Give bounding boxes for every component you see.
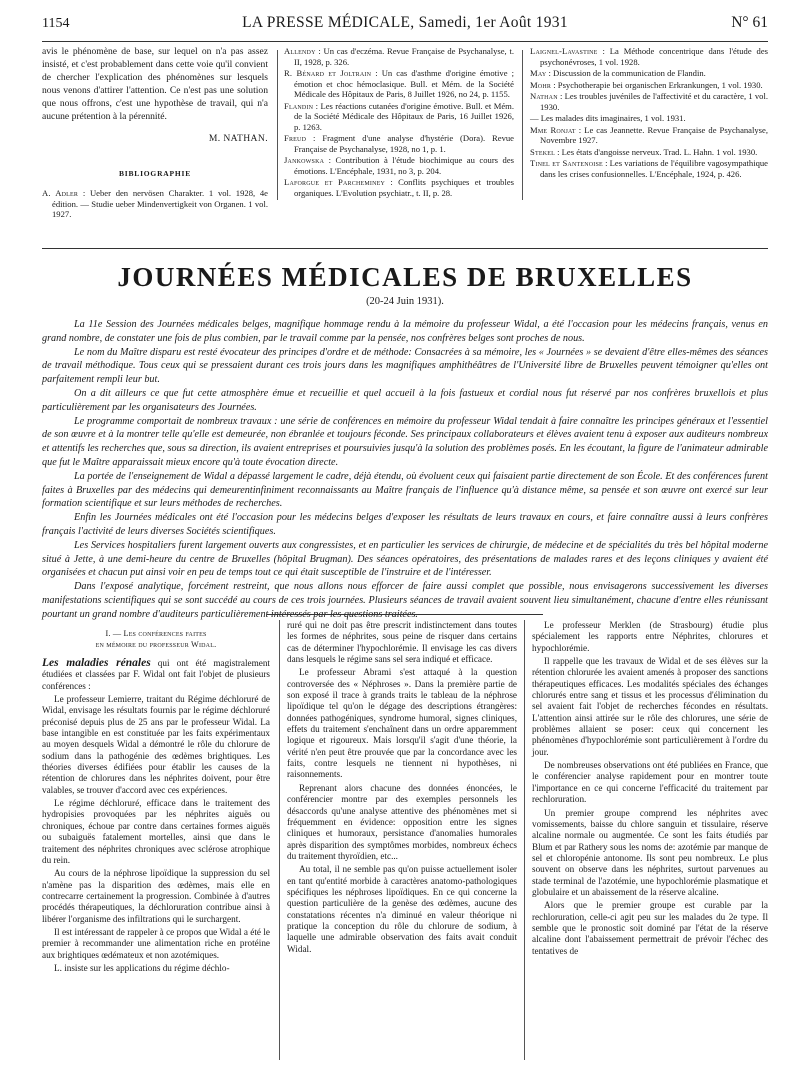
reference-author: Mohr bbox=[530, 79, 552, 90]
bibliography-entry bbox=[530, 91, 768, 112]
reference-text: : Un cas d'asthme d'origine émotive ; émotion et choc hémoclasique. Bull. et Mém. de la Société Médicale des Hôpitaux de Paris, 8 Juillet 1926, no 24, p. 1155. bbox=[294, 68, 514, 99]
intro-paragraph: Les Services hospitaliers furent largement ouverts aux congressistes, et en particulier les services de chirurgie, de médecine et de spécialités du très bel hôpital moderne situé à Jette, à une demi-heure du centre de Bruxelles (hôpital Brugman). Des séances opératoires, des présentations de malades rares et des leçons cliniques y avaient été organisées et chacun put ainsi voir en peu de temps tout ce qui était susceptible de l'instruire et de l'intéresser. bbox=[42, 539, 768, 579]
top-column-1 bbox=[42, 46, 268, 221]
bibliography-entry bbox=[284, 68, 514, 100]
body-paragraph: Il est intéressant de rappeler à ce propos que Widal a été le premier à recommander une alimentation riche en protéine aux brightiques œdémateux et non azotémiques. bbox=[42, 926, 270, 960]
reference-author: Laforgue et Parcheminey bbox=[284, 177, 386, 187]
reference-text: : Les états d'angoisse nerveux. Trad. L. Hahn. 1 vol. 1930. bbox=[554, 146, 758, 157]
body-paragraph: L. insiste sur les applications du régime déchlo- bbox=[54, 962, 230, 973]
reference-text: : Discussion de la communication de Flandin. bbox=[546, 68, 706, 78]
reference-author: Tinel et Santenoise bbox=[530, 158, 603, 168]
column-divider bbox=[524, 620, 525, 1060]
body-paragraph: Un premier groupe comprend les néphrites avec vomissements, baisse du chlore sanguin et tissulaire, réserve alcaline normale ou augmentée. Ce sont les faits étudiés par Blum et par Rathery sous les noms de: azotémie par manque de sel et chloropénie antonome. Ils sont peu nombreux. Le plus souvent on observe dans les néphrites, surtout parvenues au stade terminal de l'azotémie, une hypochlorémie plasmatique et globulaire et un abaissement de la réserve alcaline. bbox=[532, 807, 768, 897]
top-continuation-block bbox=[42, 46, 768, 246]
bibliography-heading: BIBLIOGRAPHIE bbox=[118, 169, 192, 179]
lead-paragraph: Les maladies rénales qui ont été magistralement étudiées et classées par F. Widal ont fait l'objet de plusieurs conférences : bbox=[42, 657, 270, 691]
reference-author: Allendy bbox=[284, 46, 316, 56]
body-paragraph: Reprenant alors chacune des données énoncées, le conférencier montre par des exemples personnels les désaccords qu'une analyse attentive des phénomènes met si fréquemment en évidence: opposition entre les signes cliniques et humoraux, persistance d'anomalies humorales après disparition des symptômes morbides, nombreux échecs du traitement thyroïdien, etc... bbox=[287, 782, 517, 861]
bibliography-entry bbox=[284, 155, 514, 176]
bibliography-entry bbox=[530, 68, 768, 79]
reference-author: Nathan bbox=[530, 91, 558, 101]
bibliography-entry bbox=[284, 133, 514, 154]
column-divider bbox=[279, 620, 280, 1060]
reference-author: Flandin bbox=[284, 100, 314, 111]
body-paragraph: Au cours de la néphrose lipoïdique la suppression du sel n'amène pas la disparition des œdèmes, mais elle en contrecarre certainement la progression. Combinée à d'autres procédés thérapeutiques, la déchloruration contribue ainsi à libérer l'organisme des infiltrations qui le surchargent. bbox=[42, 868, 270, 924]
bibliography-entry bbox=[530, 80, 768, 91]
body-paragraph: Au total, il ne semble pas qu'on puisse actuellement isoler en tant qu'entité morbide à caractères anatomo-pathologiques spécifiques les néphroses lipoïdiques. En ce qui concerne la question particulière de la genèse des œdèmes, aucune des constatations récentes n'a diminué en valeur théorique ni pratique la conception du rôle du chlorure de sodium, à laquelle une admirable observation des faits avait conduit Widal. bbox=[287, 864, 517, 954]
bibliography-entry bbox=[530, 46, 768, 67]
body-paragraph: Le professeur Abrami s'est attaqué à la question controversée des « Néphroses ». Dans la première partie de son exposé il trace à grands traits le tableau de la néphrose lipoïdique tel qu'on le dégage des descriptions étrangères: données pathogéniques, syndrome humoral, signes cliniques, effets du traitement s'enchaînent dans un ordre apparemment logique et rigoureux. Mais lorsqu'il s'agit d'une théorie, la vérité n'en peut être prouvée que par la concordance avec les faits, contre lesquels ne tiennent ni hypothèses, ni raisonnements. bbox=[287, 667, 517, 780]
page-number: 1154 bbox=[42, 16, 70, 31]
section-heading: I. — Les conférences faites en mémoire du professeur Widal. bbox=[95, 629, 217, 649]
reference-author: Jankowska bbox=[284, 155, 325, 165]
bibliography-list-1 bbox=[42, 188, 268, 220]
reference-text: : Fragment d'une analyse d'hystérie (Dora). Revue Française de Psychanalyse, 1928, no 1, p. 1. bbox=[294, 133, 514, 154]
reference-text: : Contribution à l'étude biochimique au cours des émotions. L'Encéphale, 1931, no 3, p. 204. bbox=[294, 155, 514, 176]
column-divider bbox=[522, 50, 523, 200]
reference-text: : Les réactions cutanées d'origine émotive. Bull. et Mém. de la Société Médicale des Hôpitaux de Paris, 16 Juillet 1926, p. 1263. bbox=[294, 100, 514, 132]
reference-text: : La Méthode concentrique dans l'étude des psychonévroses, 1 vol. 1928. bbox=[540, 46, 768, 67]
section-rule bbox=[42, 248, 768, 249]
journal-page bbox=[42, 0, 768, 1082]
reference-author: R. Bénard et Joltrain bbox=[284, 68, 372, 78]
intro-paragraph: Le nom du Maître disparu est resté évocateur des principes d'ordre et de méthode: Consacrées à sa mémoire, les « Journées » se devaient d'être elles-mêmes des séances de travail méthodique. Tous ceux qui se pressaient durant ces trois jours dans les magnifiques amphithéâtres de l'Université libre de Bruxelles peuvent témoigner qu'elles ont parfaitement rempli leur but. bbox=[42, 346, 768, 386]
body-paragraph: Alors que le premier groupe est curable par la rechloruration, celle-ci agit peu sur les malades du 2e type. Il semble que le pronostic soit dominé par l'état de la réserve alcaline dont l'abaissement permettrait de prévoir l'échec des tentatives de bbox=[532, 900, 768, 956]
reference-text: : Un cas d'eczéma. Revue Française de Psychanalyse, t. II, 1928, p. 326. bbox=[294, 46, 514, 67]
journal-title: LA PRESSE MÉDICALE, Samedi, 1er Août 1931 bbox=[242, 14, 568, 31]
bibliography-list-2 bbox=[284, 46, 514, 199]
bibliography-entry bbox=[530, 158, 768, 179]
header-rule bbox=[42, 41, 768, 42]
intro-paragraph: Le programme comportait de nombreux travaux : une série de conférences en mémoire du professeur Widal tendait à faire connaître les principes généraux et l'essentiel de son œuvre et à la montrer telle qu'elle est demeurée, non ébranlée et toujours féconde. Ses principaux collaborateurs et élèves avaient tenu à exposer aux auditeurs nombreux et attentifs les recherches que, sous sa direction, ils avaient entreprises et poursuivies jusqu'à la solution des problèmes posés. En les écoutant, la figure de l'animateur admirable que fut le Maître apparaissait mieux encore qu'à toute évocation directe. bbox=[42, 415, 768, 468]
intro-rule bbox=[267, 614, 543, 615]
reference-text: : Psychotherapie bei organischen Erkrankungen, 1 vol. 1930. bbox=[551, 79, 763, 90]
reference-author: Stekel bbox=[530, 146, 555, 157]
body-paragraph: ruré qui ne doit pas être prescrit indistinctement dans toutes les formes de néphrites, sous peine de risquer dans certains cas de déterminer l'hypochlorémie. Il envisage les cas divers dans lesquels le régime sans sel sera indiqué et efficace. bbox=[287, 620, 517, 665]
author-signature: M. NATHAN. bbox=[208, 133, 268, 145]
bibliography-entry bbox=[530, 147, 768, 158]
running-header bbox=[42, 14, 768, 38]
issue-number: N° 61 bbox=[731, 14, 768, 31]
reference-text: : Conflits psychiques et troubles organiques. L'Evolution psychiatr., t. II, p. 28. bbox=[294, 177, 515, 198]
reference-author: Mme Ronjat bbox=[530, 124, 576, 135]
body-paragraph: Il rappelle que les travaux de Widal et de ses élèves sur la rétention chlorurée les avaient amenés à proposer des sanctions thérapeutiques efficaces. Les modalités spéciales des échanges chlorurés entre sang et tissus et les processus d'élimination du sel avaient fait l'objet de recherches fécondes en résultats. L'attention ainsi attirée sur le rôle des chlorures, une série de problèmes allaient se poser: ceux qui concernent les phénomènes d'hypochlorémie sont particulièrement à l'ordre du jour. bbox=[532, 656, 768, 757]
body-column-2 bbox=[287, 620, 517, 957]
intro-paragraph: La 11e Session des Journées médicales belges, magnifique hommage rendu à la mémoire du professeur Widal, a été l'occasion pour les médecins français, venus en grand nombre, de constater une fois de plus combien, par le travail comme par la pensée, nos confrères belges sont proches de nous. bbox=[42, 319, 768, 344]
bibliography-entry bbox=[530, 113, 768, 124]
body-paragraph: Le régime déchloruré, efficace dans le traitement des hydropisies provoquées par les néphrites aiguës ou chroniques, échoue par contre dans certaines formes aiguës ou subaiguës fatalement mortelles, ainsi que dans le traitement des néphrites chroniques avec sclérose atrophique du rein. bbox=[42, 798, 270, 865]
bibliography-entry bbox=[530, 125, 768, 146]
bibliography-entry bbox=[284, 101, 514, 133]
reference-author: Laignel-Lavastine bbox=[530, 46, 598, 56]
body-paragraph: Le professeur Merklen (de Strasbourg) étudie plus spécialement les rapports entre Néphrites, chlorures et hypochlorémie. bbox=[532, 620, 768, 653]
lead-phrase: Les maladies rénales bbox=[42, 657, 151, 669]
body-column-1 bbox=[42, 620, 270, 976]
reference-text: : Les troubles juvéniles de l'affectivité et du caractère, 1 vol. 1930. bbox=[540, 91, 768, 112]
bibliography-entry bbox=[42, 188, 268, 220]
body-paragraph: De nombreuses observations ont été publiées en France, que le conférencier analyse rapidement pour en montrer toute l'importance en ce qui concerne l'efficacité du traitement par rechloruration. bbox=[532, 760, 768, 805]
reference-text: — Les malades dits imaginaires, 1 vol. 1931. bbox=[530, 113, 686, 123]
reference-text: : Les variations de l'équilibre vagosympathique dans les crises confusionnelles. L'Encéphale, 1924, p. 426. bbox=[540, 158, 768, 179]
intro-paragraph: Enfin les Journées médicales ont été l'occasion pour les médecins belges d'exposer les résultats de leurs travaux en cours, et faire connaître aussi à leurs confrères français l'activité de leurs diverses Sociétés scientifiques. bbox=[42, 512, 768, 537]
intro-paragraph: On a dit ailleurs ce que fut cette atmosphère émue et recueillie et quel accueil à la fois fastueux et cordial nous fut réservé par nos confrères bruxellois et plus particulièrement par les organisateurs des Journées. bbox=[42, 387, 768, 413]
article-end-text: avis le phénomène de base, sur lequel on n'a pas assez insisté, et c'est probablement dans cette voie qu'il convient de chercher l'explication des phénomènes sur lesquels nous venons d'attirer l'attention. Ce n'est pas une solution que nous offrons, c'est une hypothèse de travail, qui n'a aucune prétention à la pérennité. bbox=[42, 46, 268, 122]
article-introduction bbox=[42, 318, 768, 622]
intro-paragraph: La portée de l'enseignement de Widal a dépassé largement le cadre, déjà étendu, où évoluent ceux qui faisaient partie directement de son École. Et des conférences furent faites à Bruxelles par des médecins qui demeurentinfiniment reconnaissants au Maître français de l'influence qu'à distance même, sa pensée et son œuvre ont exercé sur leur formation scientifique et sur leurs méthodes de recherches. bbox=[42, 470, 768, 510]
article-title: JOURNÉES MÉDICALES DE BRUXELLES bbox=[117, 262, 693, 292]
body-column-3 bbox=[532, 620, 768, 959]
column-1-paragraphs bbox=[42, 694, 270, 974]
reference-text: : Le cas Jeannette. Revue Française de Psychanalyse, Novembre 1927. bbox=[540, 124, 768, 145]
reference-author: A. Adler bbox=[42, 188, 79, 199]
article-date: (20-24 Juin 1931). bbox=[366, 296, 444, 307]
reference-author: Freud bbox=[284, 133, 307, 143]
body-paragraph: Le professeur Lemierre, traitant du Régime déchloruré de Widal, envisage les résultats fournis par le régime déchloruré préconisé depuis plus de 25 ans par le professeur Widal. La base intangible en est constituée par les faits expérimentaux au moyen desquels Widal a démontré le rôle du chlorure de sodium dans la pathogénie des œdèmes brightiques. Les théories diverses édifiées pour établir les causes de la rétention de chlorures dans les néphrites doivent, pour être valables, se trouver d'accord avec ces expériences. bbox=[42, 694, 270, 795]
reference-text: : Ueber den nervösen Charakter. 1 vol. 1928, 4e édition. — Studie ueber Mindenvertigkeit von Organen. 1 vol. 1927. bbox=[52, 188, 268, 220]
intro-paragraph: Dans l'exposé analytique, forcément restreint, que nous allons nous efforcer de faire aussi complet que possible, nous envisagerons successivement les diverses manifestations scientifiques qui se sont succédé au cours de ces trois journées. Plusieurs séances de travail avaient souvent lieu simultanément, chacune d'entre elles réunissant pourtant un grand nombre d'auditeurs particulièrement intéressés par les questions traitées. bbox=[42, 581, 768, 620]
bibliography-entry bbox=[284, 46, 514, 67]
bibliography-list-3 bbox=[530, 46, 768, 180]
bibliography-entry bbox=[284, 177, 514, 198]
reference-author: May bbox=[530, 68, 547, 78]
column-divider bbox=[277, 50, 278, 200]
